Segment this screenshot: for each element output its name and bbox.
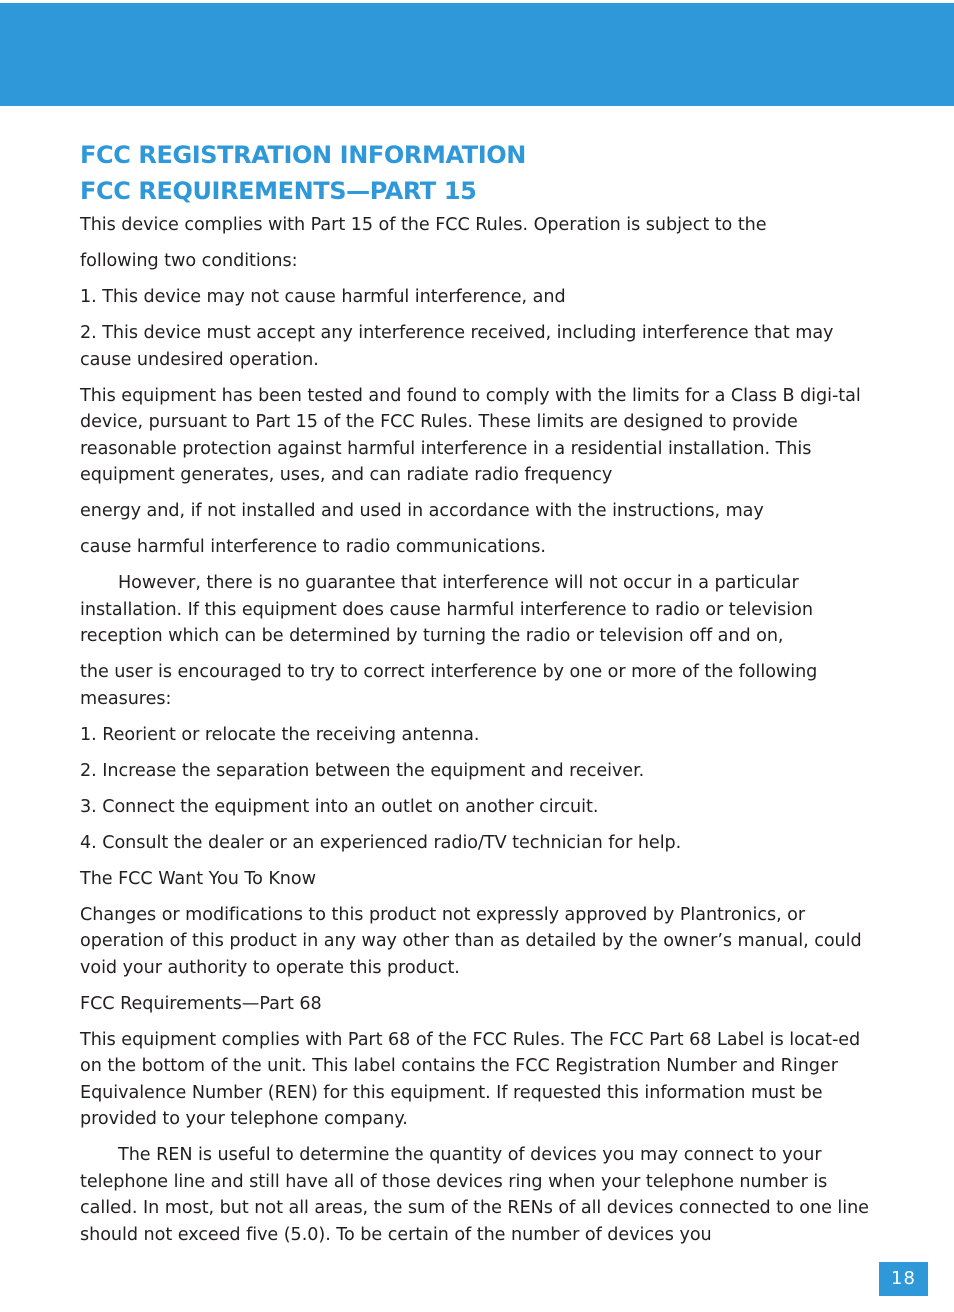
paragraph-condition-2: 2. This device must accept any interference received, including interference that may cause undesired operation. xyxy=(80,323,834,370)
header-band xyxy=(0,3,954,106)
measure-item-3: 3. Connect the equipment into an outlet on another circuit. xyxy=(80,796,599,817)
page-number-badge: 18 xyxy=(879,1262,928,1296)
paragraph-compliance-intro: This device complies with Part 15 of the FCC Rules. Operation is subject to the xyxy=(80,215,767,235)
measure-item-2: 2. Increase the separation between the equipment and receiver. xyxy=(80,760,645,781)
paragraph-part-68-label: This equipment complies with Part 68 of the FCC Rules. The FCC Part 68 Label is locat-ed on the bottom of the unit. This label contains the FCC Registration Number and Ringer Equivalence Number (REN) for this equipment. If requested this information must be provided to your telephone company. xyxy=(80,1029,861,1129)
section-heading-part-15: FCC REQUIREMENTS—PART 15 xyxy=(80,177,477,205)
paragraph-user-encouraged: the user is encouraged to try to correct interference by one or more of the following measures: xyxy=(80,662,818,709)
paragraph-energy: energy and, if not installed and used in accordance with the instructions, may xyxy=(80,501,764,521)
paragraph-ren: The REN is useful to determine the quantity of devices you may connect to your telephone line and still have all of those devices ring when your telephone number is called. In most, but not all areas, the sum of the RENs of all devices connected to one line should not exceed five (5.0). To be certain of the number of devices you xyxy=(80,1145,869,1245)
paragraph-harmful-interference: cause harmful interference to radio communications. xyxy=(80,537,546,557)
paragraph-condition-1: 1. This device may not cause harmful interference, and xyxy=(80,287,566,307)
paragraph-changes-modifications: Changes or modifications to this product not expressly approved by Plantronics, or operation of this product in any way other than as detailed by the owner’s manual, could void your authority to operate this product. xyxy=(80,904,862,978)
subheading-fcc-want-you-to-know: The FCC Want You To Know xyxy=(80,868,316,889)
paragraph-class-b-limits: This equipment has been tested and found to comply with the limits for a Class B digi-tal device, pursuant to Part 15 of the FCC Rules. These limits are designed to provide reasonable protection against harmful interference in a residential installation. This equipment generates, uses, and can radiate radio frequency xyxy=(80,385,861,485)
page-content xyxy=(80,137,880,1248)
measure-item-4: 4. Consult the dealer or an experienced radio/TV technician for help. xyxy=(80,832,682,853)
measure-item-1: 1. Reorient or relocate the receiving antenna. xyxy=(80,724,480,745)
paragraph-two-conditions: following two conditions: xyxy=(80,251,298,271)
page-title: FCC REGISTRATION INFORMATION xyxy=(80,141,526,169)
paragraph-no-guarantee: However, there is no guarantee that interference will not occur in a particular installation. If this equipment does cause harmful interference to radio or television reception which can be determined by turning the radio or television off and on, xyxy=(80,573,813,646)
subheading-part-68: FCC Requirements—Part 68 xyxy=(80,993,322,1014)
